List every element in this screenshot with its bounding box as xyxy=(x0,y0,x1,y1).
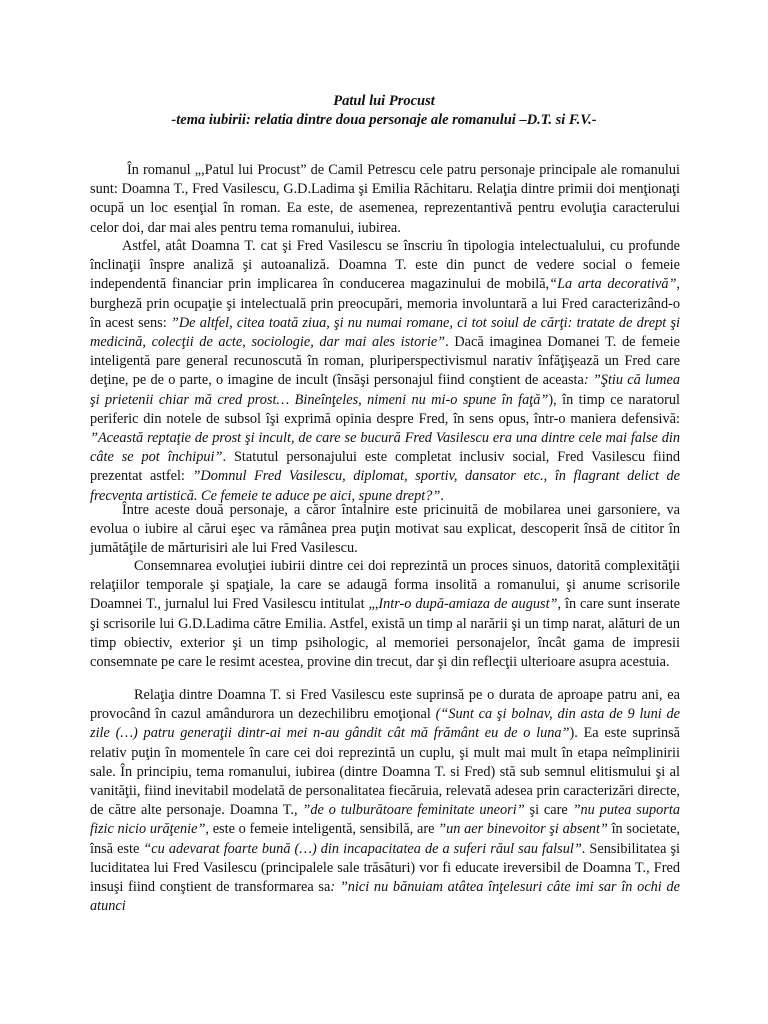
paragraph-text: , burgheză prin ocupaţie şi intelectuală prin preocupări, memoria involuntară a lui Fred caracterizând-o în acest sens: xyxy=(90,276,680,331)
document-title: Patul lui Procust xyxy=(333,93,435,109)
paragraph-text: Între aceste două personaje, a căror întalnire este pricinuită de mobilarea unei garsoniere, va evolua o iubire al cărui eşec va rămânea prea puţin motivat sau explicat, descoperit însă de cititor în jumătăţile de mărturisiri ale lui Fred Vasilescu. xyxy=(90,502,680,557)
paragraph-text: Astfel, atât Doamna T. cat şi Fred Vasilescu se înscriu în tipologia intelectualului, cu profunde înclinaţii înspre analiză şi autoanaliză. Doamna T. este din punct de vedere social o femeie independentă financiar prin implicarea în conducerea magazinului de mobilă, xyxy=(90,238,680,293)
paragraph-text: şi care xyxy=(524,802,573,819)
quote: ”Domnul Fred Vasilescu, diplomat, sportiv, dansator etc., în flagrant delict de frecventa artistică. Ce femeie te aduce pe aici, spune drept?” xyxy=(90,468,680,504)
paragraph-2 xyxy=(90,237,680,506)
quote: : ”nici nu bănuiam atâtea înţelesuri câte imi sar în ochi de atunci xyxy=(90,879,680,915)
quote: ”de o tulburătoare feminitate uneori” xyxy=(302,802,525,819)
paragraph-text: Relaţia dintre Doamna T. si Fred Vasilescu este suprinsă pe o durata de aproape patru ani, ea provocând în cazul amândurora un dezechilibru emoţional xyxy=(90,687,680,723)
quote: : ”Ştiu că lumea şi prietenii chiar mă cred prost… Bineînţeles, nimeni nu mi-o spune în faţă” xyxy=(90,372,680,408)
paragraph-text: în societate, însă este xyxy=(90,821,680,857)
paragraph-text: ). Ea este suprinsă relativ puţin în momentele în care cei doi reprezintă un cuplu, şi mult mai mult în etapa neîmplinirii sale. În principiu, tema romanului, iubirea (dintre Doamna T. si Fred) stă sub semnul elitismului şi al vanităţii, fiind inevitabil modelată de personalitatea fiecăruia, relevată adesea prin caracterizări directe, de către alte personaje. Doamna T., xyxy=(90,725,680,819)
quote: Intr-o după-amiaza de august” xyxy=(378,596,558,613)
quote: ”nu putea suporta fizic nicio urăţenie” xyxy=(90,802,680,838)
paragraph-5 xyxy=(90,686,680,916)
document-subtitle: -tema iubirii: relatia dintre doua personaje ale romanului –D.T. si F.V.- xyxy=(171,112,597,128)
paragraph-text: . Sensibilitatea şi luciditatea lui Fred Vasilescu (principalele sale trăsături) vor fi educate ireversibil de Doamna T., Fred insuşi fiind conştient de transformarea sa xyxy=(90,840,680,896)
paragraph-text: , este o femeie inteligentă, sensibilă, are xyxy=(205,821,439,838)
paragraph-text: . Statutul personajului este completat inclusiv social, Fred Vasilescu fiind prezentat astfel: xyxy=(90,449,680,485)
paragraph-text: . Dacă imaginea Domanei T. de femeie inteligentă pare general recunoscută în roman, pluriperspectivismul narativ înfăţişează un Fred care deţine, pe de o parte, o imagine de incult (însăşi personajul fiind conştient de aceasta xyxy=(90,334,680,389)
quote: “cu adevarat foarte bună (…) din incapacitatea de a suferi răul sau falsul” xyxy=(143,840,582,857)
paragraph-text: În romanul „,Patul lui Procust” de Camil Petrescu cele patru personaje principale ale romanului sunt: Doamna T., Fred Vasilescu, G.D.Ladima şi Emilia Răchitaru. Relaţia dintre primii doi menţionaţi ocupă un loc esenţial în roman. Ea este, de asemenea, reprezentantivă pentru evoluţia caracterului celor doi, dar mai ales pentru tema romanului, iubirea. xyxy=(90,162,680,236)
paragraph-text: , în care sunt inserate şi scrisorile lui G.D.Ladima către Emilia. Astfel, există un timp al narării şi un timp narat, alături de un timp obiectiv, exterior şi un timp psihologic, al memoriei personajelor, încât gama de impresii consemnate pe care le resimt acestea, provine din trecut, dar şi din reflecţii ulterioare asupra acestuia. xyxy=(90,596,681,671)
quote: “La arta decorativă” xyxy=(549,276,677,293)
paragraph-text: . xyxy=(440,487,444,504)
paragraph-3 xyxy=(90,501,680,559)
paragraph-1 xyxy=(90,161,680,238)
quote: (“Sunt ca şi bolnav, din asta de 9 luni de zile (…) patru generaţii dintr-ai mei n-au gândit cât mă frământ eu de o luna” xyxy=(90,706,680,742)
paragraph-4 xyxy=(90,557,680,672)
quote: ”Această reptaţie de prost şi incult, de care se bucură Fred Vasilescu era una dintre cele mai false din câte se pot închipui” xyxy=(90,430,680,466)
paragraph-text: Consemnarea evoluţiei iubirii dintre cei doi reprezintă un proces sinuos, datorită complexităţii relaţiilor temporale şi spaţiale, la care se adaugă forma insolită a romanului, şi anume scrisorile Doamnei T., jurnalul lui Fred Vasilescu intitulat „, xyxy=(90,558,680,613)
quote: ”De altfel, citea toată ziua, şi nu numai romane, ci tot soiul de cărţi: tratate de drept şi medicină, colecţii de acte, sociologie, dar mai ales istorie” xyxy=(90,314,680,351)
quote: ”un aer binevoitor şi absent” xyxy=(438,821,608,838)
paragraph-text: ), în timp ce naratorul periferic din notele de subsol îşi exprimă opinia despre Fred, în sens opus, într-o maniera defensivă: xyxy=(90,391,680,427)
